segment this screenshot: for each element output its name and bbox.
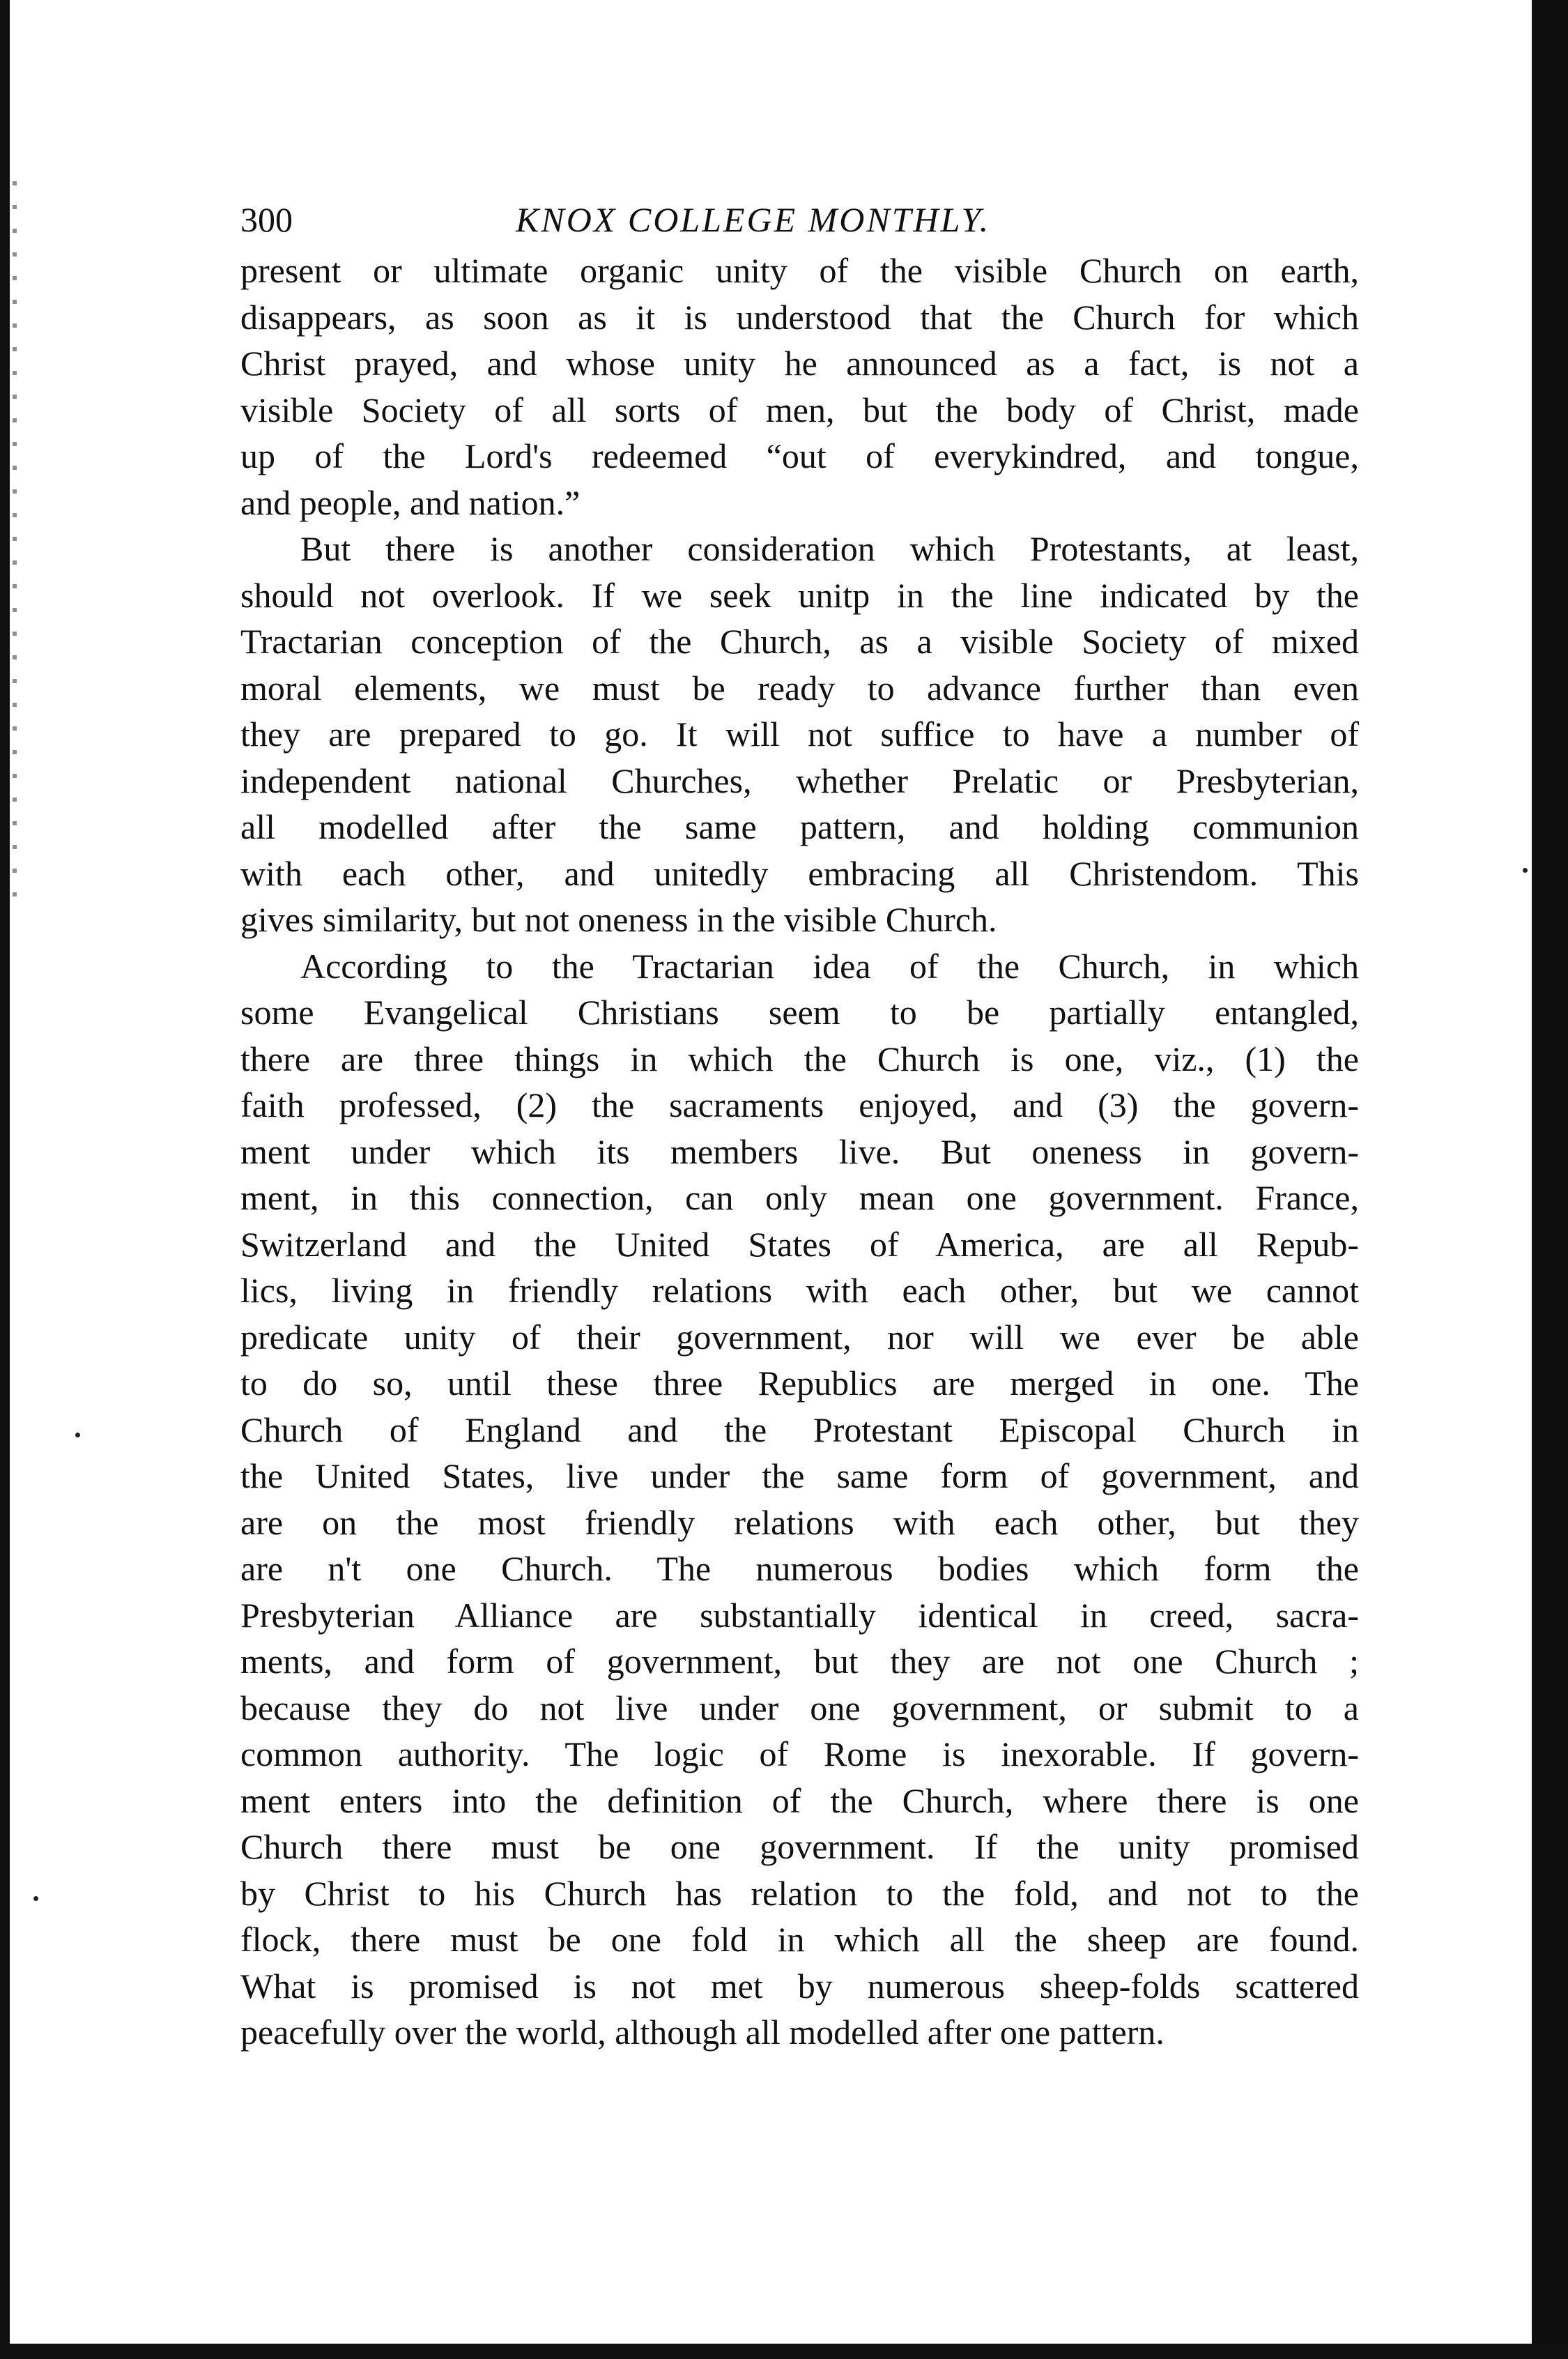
text-line: moral elements, we must be ready to advance further than even xyxy=(240,668,1359,708)
scan-specks-left xyxy=(13,181,17,913)
scan-speck xyxy=(1523,868,1528,873)
text-line: up of the Lord's redeemed “out of everykindred, and tongue, xyxy=(240,436,1359,475)
text-line: independent national Churches, whether Prelatic or Presbyterian, xyxy=(240,761,1359,800)
body-text xyxy=(240,247,1359,2056)
text-line: visible Society of all sorts of men, but the body of Christ, made xyxy=(240,390,1359,429)
text-line: Church there must be one government. If the unity promised xyxy=(240,1827,1359,1866)
paragraph-2 xyxy=(240,526,1359,943)
text-line: ment, in this connection, can only mean one government. France, xyxy=(240,1178,1359,1217)
text-line: are n't one Church. The numerous bodies which form the xyxy=(240,1549,1359,1588)
text-line: flock, there must be one fold in which all the sheep are found. xyxy=(240,1920,1359,1959)
text-line: Switzerland and the United States of America, are all Repub- xyxy=(240,1224,1359,1264)
text-line: predicate unity of their government, nor will we ever be able xyxy=(240,1317,1359,1357)
text-line: Presbyterian Alliance are substantially identical in creed, sacra- xyxy=(240,1595,1359,1635)
text-line: present or ultimate organic unity of the visible Church on earth, xyxy=(240,251,1359,290)
text-line: to do so, until these three Republics are merged in one. The xyxy=(240,1364,1359,1403)
text-line: there are three things in which the Church is one, viz., (1) the xyxy=(240,1039,1359,1078)
text-line: Church of England and the Protestant Episcopal Church in xyxy=(240,1410,1359,1449)
text-line: gives similarity, but not oneness in the visible Church. xyxy=(240,900,997,939)
text-line: faith professed, (2) the sacraments enjoyed, and (3) the govern- xyxy=(240,1085,1359,1124)
text-line: some Evangelical Christians seem to be partially entangled, xyxy=(240,993,1359,1032)
scan-speck xyxy=(33,1896,38,1901)
text-line: Tractarian conception of the Church, as a visible Society of mixed xyxy=(240,622,1359,661)
paragraph-3 xyxy=(240,943,1359,2056)
text-line: the United States, live under the same form of government, and xyxy=(240,1456,1359,1495)
text-line: Christ prayed, and whose unity he announced as a fact, is not a xyxy=(240,344,1359,383)
text-line: by Christ to his Church has relation to the fold, and not to the xyxy=(240,1873,1359,1913)
text-line: ment enters into the definition of the Church, where there is one xyxy=(240,1780,1359,1820)
text-line: and people, and nation.” xyxy=(240,482,581,522)
text-line: ments, and form of government, but they are not one Church ; xyxy=(240,1642,1359,1681)
text-line: ment under which its members live. But oneness in govern- xyxy=(240,1131,1359,1171)
text-line: According to the Tractarian idea of the Church, in which xyxy=(300,946,1359,986)
scan-border-bottom xyxy=(0,2344,1568,2359)
text-line: they are prepared to go. It will not suffice to have a number of xyxy=(240,715,1359,754)
text-line: But there is another consideration which Protestants, at least, xyxy=(300,529,1359,568)
page-number: 300 xyxy=(240,200,293,239)
text-line: What is promised is not met by numerous sheep-folds scattered xyxy=(240,1966,1359,2006)
text-line: with each other, and unitedly embracing all Christendom. This xyxy=(240,853,1359,893)
scan-border-left xyxy=(0,0,10,2359)
text-line: should not overlook. If we seek unitp in the line indicated by the xyxy=(240,575,1359,615)
running-title: KNOX COLLEGE MONTHLY. xyxy=(516,200,991,239)
text-line: disappears, as soon as it is understood that the Church for which xyxy=(240,297,1359,337)
text-line: because they do not live under one government, or submit to a xyxy=(240,1688,1359,1727)
running-header xyxy=(240,195,1355,244)
text-line: all modelled after the same pattern, and holding communion xyxy=(240,807,1359,846)
text-line: common authority. The logic of Rome is inexorable. If govern- xyxy=(240,1734,1359,1773)
text-line: peacefully over the world, although all modelled after one pattern. xyxy=(240,2013,1165,2052)
scan-speck xyxy=(75,1433,80,1437)
text-line: are on the most friendly relations with each other, but they xyxy=(240,1502,1359,1542)
text-line: lics, living in friendly relations with each other, but we cannot xyxy=(240,1271,1359,1310)
scan-border-right xyxy=(1532,0,1568,2359)
paragraph-1 xyxy=(240,247,1359,526)
